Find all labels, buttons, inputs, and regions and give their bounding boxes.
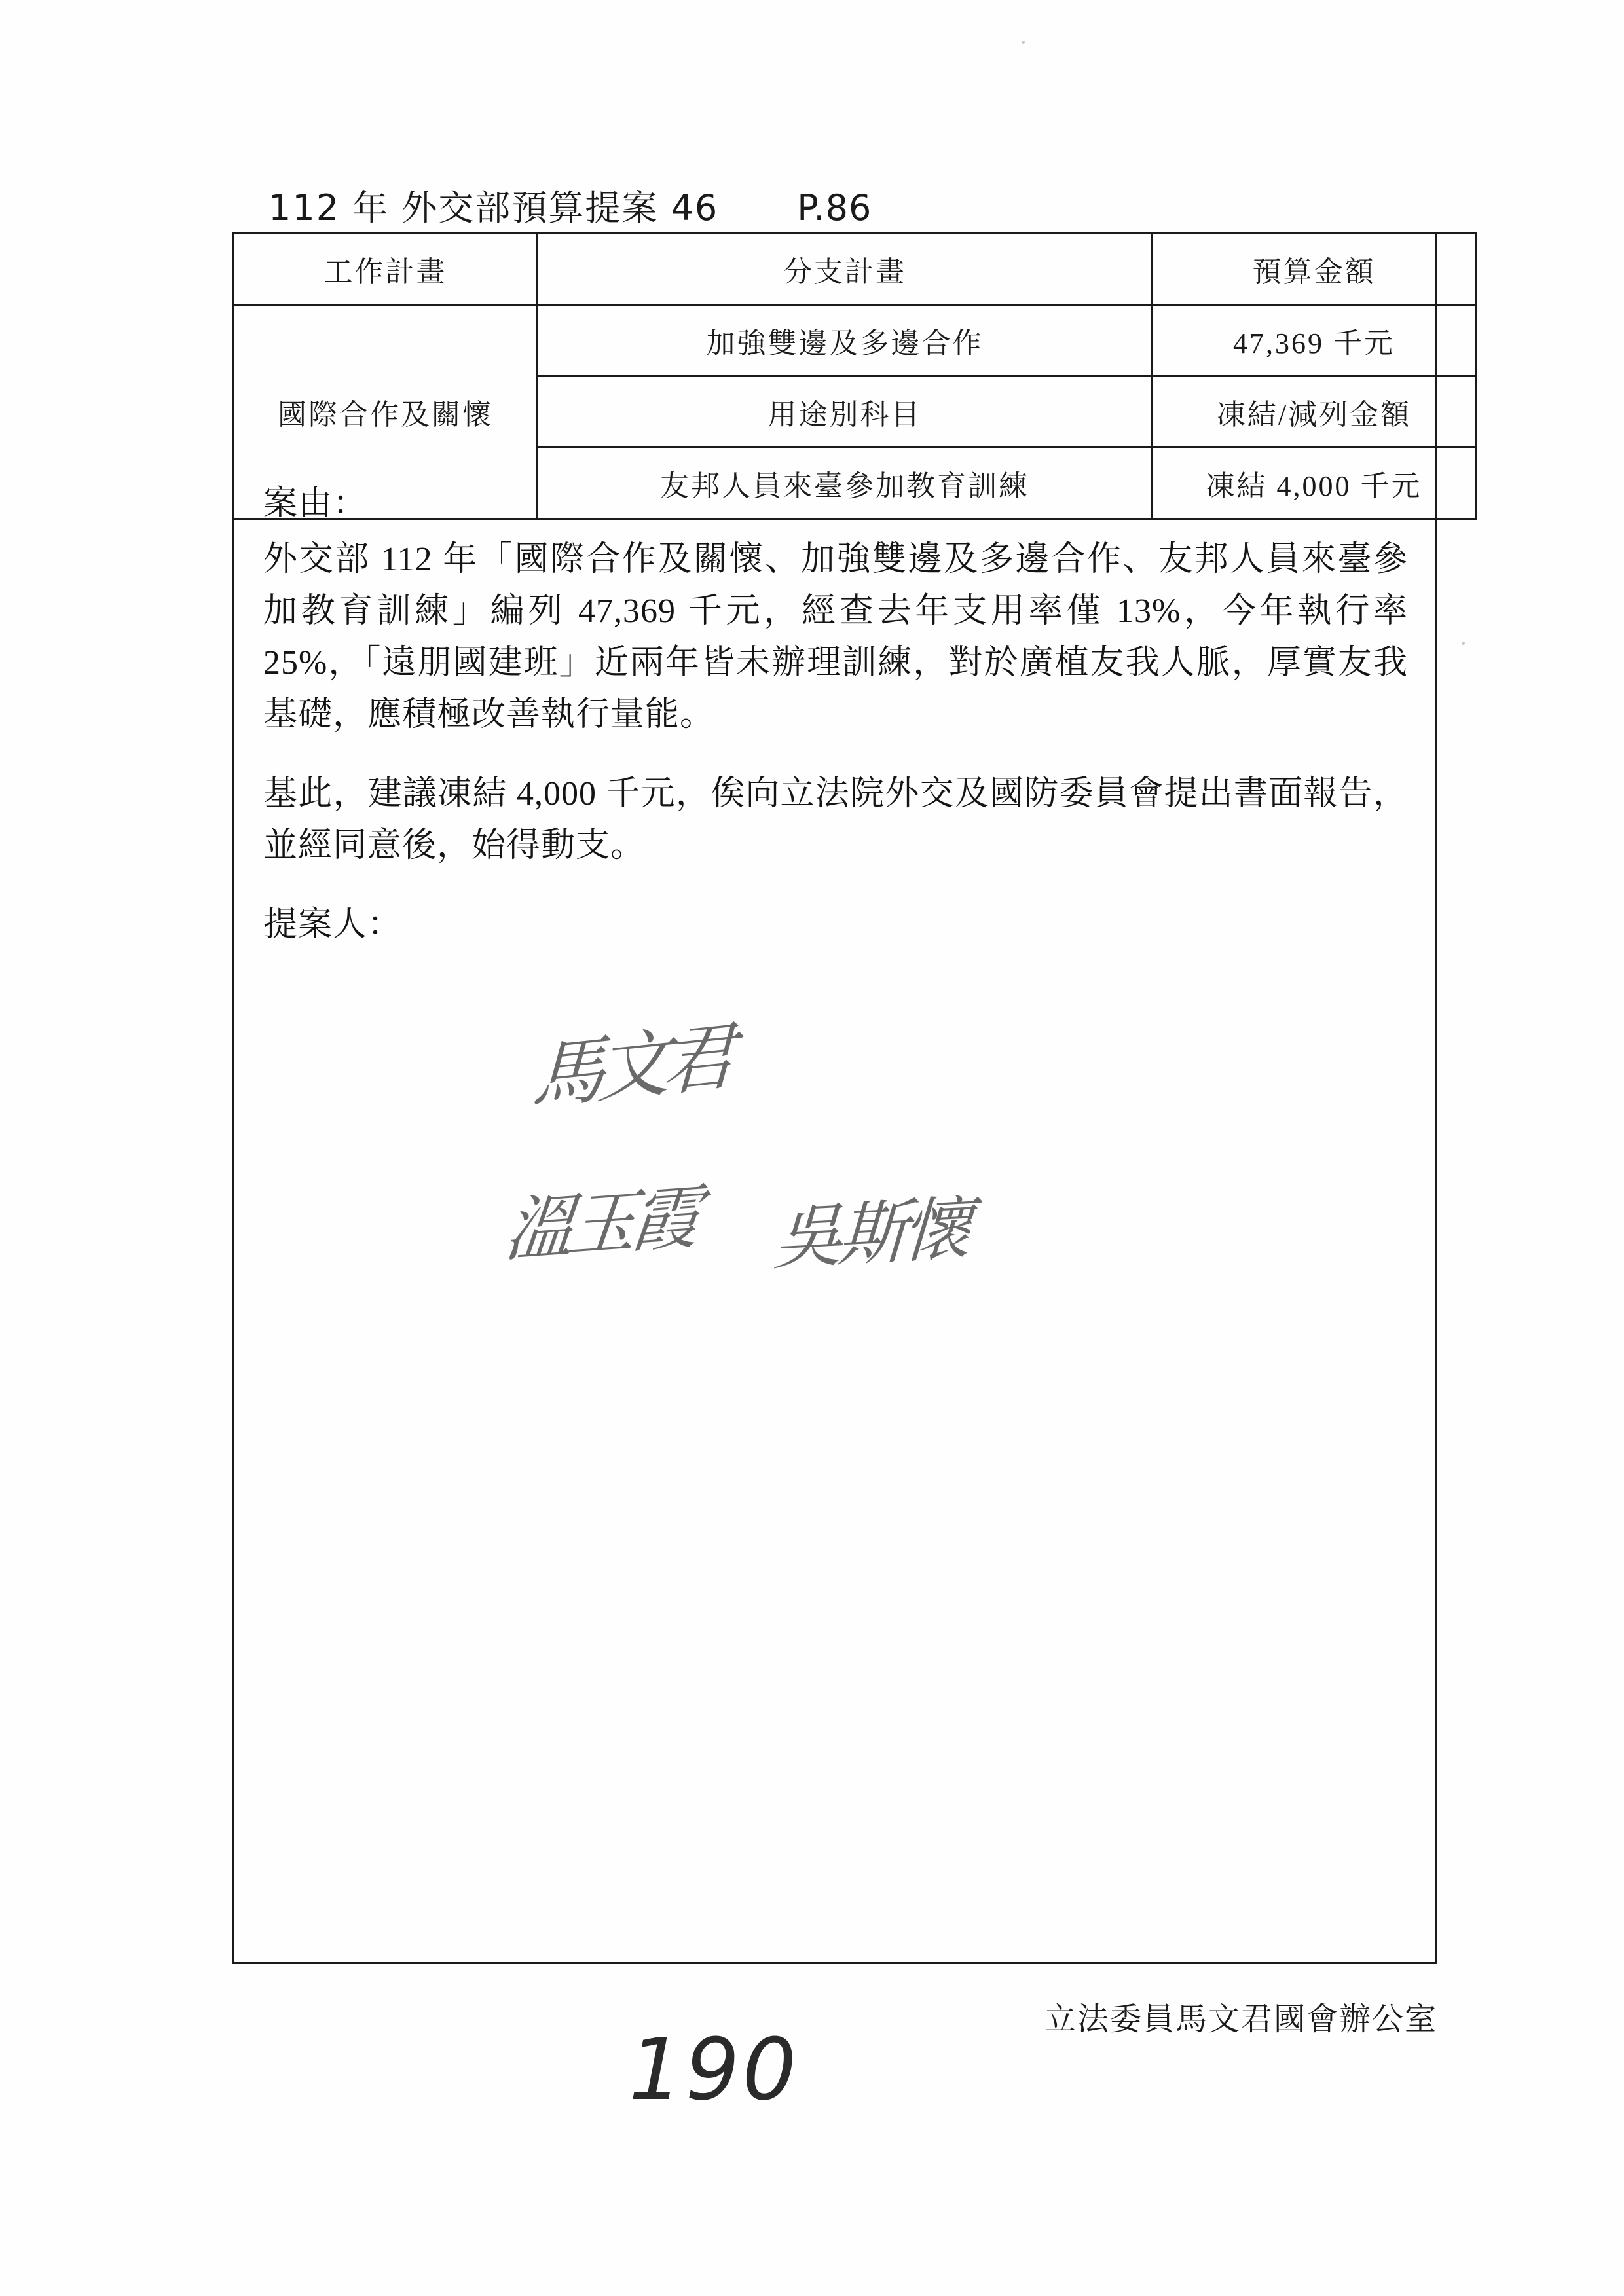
office-footer: 立法委員馬文君國會辦公室 xyxy=(1044,2002,1437,2037)
scan-speck xyxy=(1022,41,1025,44)
reason-paragraph-1: 外交部 112 年「國際合作及關懷、加強雙邊及多邊合作、友邦人員來臺參加教育訓練」編列 47,369 千元，經查去年支用率僅 13%，今年執行率 25%，「遠朋國建班」近兩年皆未辦理訓練，對於廣植友我人脈，厚實友我基礎，應積極改善執行量能。 xyxy=(263,541,1408,734)
signature-ma-wen-chun: 馬文君 xyxy=(530,1013,729,1121)
signature-wen-yu-hsia: 溫玉霞 xyxy=(500,1176,698,1271)
proposer-label: 提案人： xyxy=(263,906,403,944)
scan-speck xyxy=(1462,642,1465,645)
proposal-body xyxy=(244,478,1428,985)
reason-label: 案由： xyxy=(263,485,368,522)
cell-branch-plan: 加強雙邊及多邊合作 xyxy=(538,305,1153,376)
cell-budget-amount: 凍結/減列金額 xyxy=(1153,376,1476,448)
cell-branch-plan: 友邦人員來臺參加教育訓練 xyxy=(538,448,1153,519)
column-header-budget-amount: 預算金額 xyxy=(1153,234,1476,305)
cell-budget-amount: 47,369 千元 xyxy=(1153,305,1476,376)
reason-paragraph-2: 基此，建議凍結 4,000 千元，俟向立法院外交及國防委員會提出書面報告，並經同意後，始得動支。 xyxy=(263,775,1408,865)
page-title: 112 年 外交部預算提案 46 xyxy=(268,187,719,228)
column-header-work-plan: 工作計畫 xyxy=(234,234,538,305)
cell-budget-amount: 凍結 4,000 千元 xyxy=(1153,448,1476,519)
column-header-branch-plan: 分支計畫 xyxy=(538,234,1153,305)
budget-table xyxy=(232,232,1477,520)
cell-work-plan: 國際合作及關懷 xyxy=(234,305,538,519)
signature-area xyxy=(244,1002,1422,1408)
signature-wu-sz-huai: 吳斯懷 xyxy=(771,1188,969,1279)
table-row xyxy=(234,305,1476,376)
table-header-row xyxy=(234,234,1476,305)
cell-branch-plan: 用途別科目 xyxy=(538,376,1153,448)
document-header xyxy=(268,180,1447,230)
page-reference: P.86 xyxy=(797,187,872,228)
folio-number: 190 xyxy=(629,2020,800,2119)
